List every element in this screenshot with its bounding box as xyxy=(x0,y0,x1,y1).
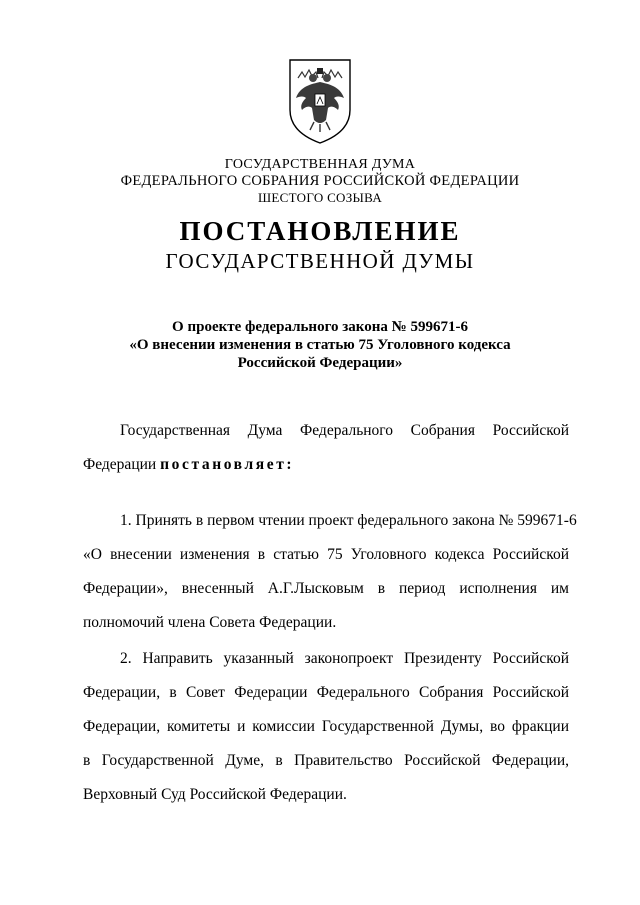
org-name-line-2: ФЕДЕРАЛЬНОГО СОБРАНИЯ РОССИЙСКОЙ ФЕДЕРАЦИИ xyxy=(120,173,520,189)
intro-line-2 xyxy=(83,456,569,474)
resolves-word: постановляет: xyxy=(160,456,295,473)
item2-line-2: Федерации, в Совет Федерации Федерального Собрания Российской xyxy=(83,684,569,701)
item2-line-3: Федерации, комитеты и комиссии Государственной Думы, во фракции xyxy=(83,718,569,735)
subject-line-1: О проекте федерального закона № 599671-6 xyxy=(172,319,468,335)
item1-line-2: «О внесении изменения в статью 75 Уголовного кодекса Российской xyxy=(83,546,569,563)
subject-line-3: Российской Федерации» xyxy=(237,355,403,371)
subject-line-2: «О внесении изменения в статью 75 Уголовного кодекса xyxy=(129,337,511,353)
item1-line-4: полномочий члена Совета Федерации. xyxy=(83,614,337,631)
item2-line-5: Верховный Суд Российской Федерации. xyxy=(83,786,347,803)
item1-line-1: 1. Принять в первом чтении проект федерального закона № 599671-6 xyxy=(120,512,577,529)
convocation-line: ШЕСТОГО СОЗЫВА xyxy=(257,190,383,205)
intro-text: Федерации xyxy=(83,456,161,473)
item2-line-4: в Государственной Думе, в Правительство Российской Федерации, xyxy=(83,752,569,769)
item2-line-1: 2. Направить указанный законопроект Президенту Российской xyxy=(120,650,569,667)
document-title: ПОСТАНОВЛЕНИЕ xyxy=(179,216,461,246)
intro-line-1: Государственная Дума Федерального Собрания Российской xyxy=(120,422,569,439)
document-subtitle: ГОСУДАРСТВЕННОЙ ДУМЫ xyxy=(165,249,475,273)
coat-of-arms-icon xyxy=(284,56,356,146)
item1-line-3: Федерации», внесенный А.Г.Лысковым в период исполнения им xyxy=(83,580,569,597)
org-name-line-1: ГОСУДАРСТВЕННАЯ ДУМА xyxy=(224,157,416,172)
